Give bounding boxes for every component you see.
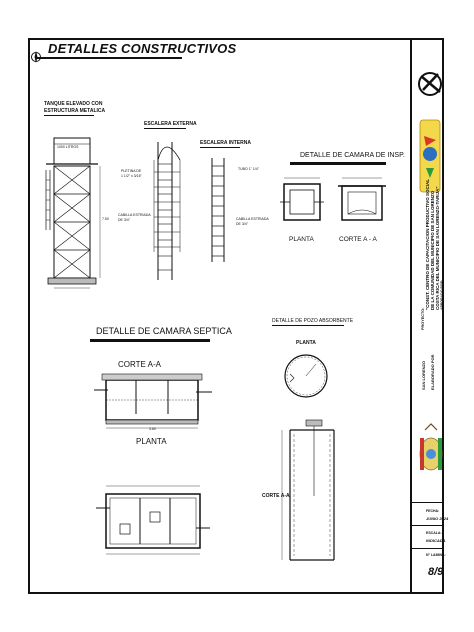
inspection-section-label: CORTE A - A bbox=[339, 236, 377, 243]
approval-name: ELABORADO POR bbox=[430, 354, 435, 390]
tank-title-underline bbox=[44, 115, 94, 116]
tank-height-dim: 7.50 bbox=[102, 217, 109, 221]
well-plan-label: PLANTA bbox=[296, 340, 316, 346]
ext-ladder-underline bbox=[144, 128, 186, 129]
tank-title-line2: ESTRUCTURA METALICA bbox=[44, 108, 106, 114]
sheet-number-header: N° LAMINA: bbox=[426, 553, 446, 557]
ext-ladder-title: ESCALERA EXTERNA bbox=[144, 121, 197, 127]
inspection-chamber-drawing bbox=[280, 174, 390, 236]
date-value: JUNIO 2024 bbox=[426, 516, 449, 521]
well-plan-drawing bbox=[282, 350, 332, 404]
inspection-plan-label: PLANTA bbox=[289, 236, 314, 243]
septic-plan-label: PLANTA bbox=[136, 437, 167, 446]
title-block-divider bbox=[410, 38, 412, 594]
well-section-label: CORTE A-A bbox=[262, 493, 290, 499]
ext-ladder-note2-b: DE 3/4" bbox=[118, 218, 130, 222]
int-ladder-note1: TUBO 1" 1/4" bbox=[238, 167, 259, 171]
tank-capacity-label: 1000 LITROS bbox=[57, 145, 79, 149]
project-header: PROYECTO: bbox=[421, 307, 425, 330]
title-block-separator-3 bbox=[412, 548, 444, 549]
well-section-drawing bbox=[276, 416, 336, 566]
elevated-tank-drawing bbox=[40, 130, 110, 290]
date-header: FECHA: bbox=[426, 509, 440, 513]
external-ladder-drawing bbox=[150, 132, 190, 282]
title-underline bbox=[36, 57, 182, 59]
institution-logo-icon bbox=[418, 60, 444, 110]
septic-length-dim: 3.60 bbox=[149, 427, 156, 431]
municipality-seal-icon bbox=[418, 118, 444, 196]
tank-title-line1: TANQUE ELEVADO CON bbox=[44, 101, 103, 107]
int-ladder-title: ESCALERA INTERNA bbox=[200, 140, 251, 146]
project-text-2: DE LA COMUNIDAD DEL MUNICIPIO DE SAN LORENZO bbox=[430, 190, 435, 310]
septic-title: DETALLE DE CAMARA SEPTICA bbox=[96, 326, 232, 336]
scale-value: INDICADA bbox=[426, 538, 446, 543]
project-text-3: COSTA RICA DEL MUNICIPIO DE SAN LORENZO-TARIJA" bbox=[435, 186, 440, 310]
ext-ladder-note1-a: PLETINA DE bbox=[121, 169, 142, 173]
ext-ladder-note2-a: CABILLA ESTRIADA bbox=[118, 213, 151, 217]
int-ladder-note2-a: CABILLA ESTRIADA bbox=[236, 217, 269, 221]
inspection-title-underline bbox=[290, 162, 386, 165]
sheet-number-value: 8/9 bbox=[428, 566, 444, 578]
int-ladder-note2-b: DE 3/4" bbox=[236, 222, 248, 226]
int-ladder-underline bbox=[200, 147, 240, 148]
septic-plan-drawing bbox=[96, 478, 212, 560]
well-title-underline bbox=[272, 325, 344, 326]
page-title: DETALLES CONSTRUCTIVOS bbox=[48, 41, 237, 56]
septic-section-drawing bbox=[94, 370, 214, 432]
drawing-sheet-frame bbox=[28, 38, 444, 594]
project-text-1: "CONST. CENTRO DE CAPACITACION PRODUCTIVO SOCIAL bbox=[425, 179, 430, 310]
municipality-name: SAN LORENZO bbox=[421, 360, 426, 390]
national-emblem-icon bbox=[418, 408, 444, 500]
title-block-separator-1 bbox=[412, 502, 444, 503]
approval-header: APROBADO POR: bbox=[440, 279, 444, 310]
title-block-separator-2 bbox=[412, 525, 444, 526]
ext-ladder-note1-b: 1 1/2" x 3/16" bbox=[121, 174, 142, 178]
septic-section-label: CORTE A-A bbox=[118, 360, 161, 369]
well-title: DETALLE DE POZO ABSORBENTE bbox=[272, 318, 354, 324]
septic-title-underline bbox=[90, 339, 210, 342]
scale-header: ESCALA: bbox=[426, 531, 442, 535]
internal-ladder-drawing bbox=[208, 158, 232, 266]
inspection-title: DETALLE DE CAMARA DE INSP. bbox=[300, 152, 405, 159]
